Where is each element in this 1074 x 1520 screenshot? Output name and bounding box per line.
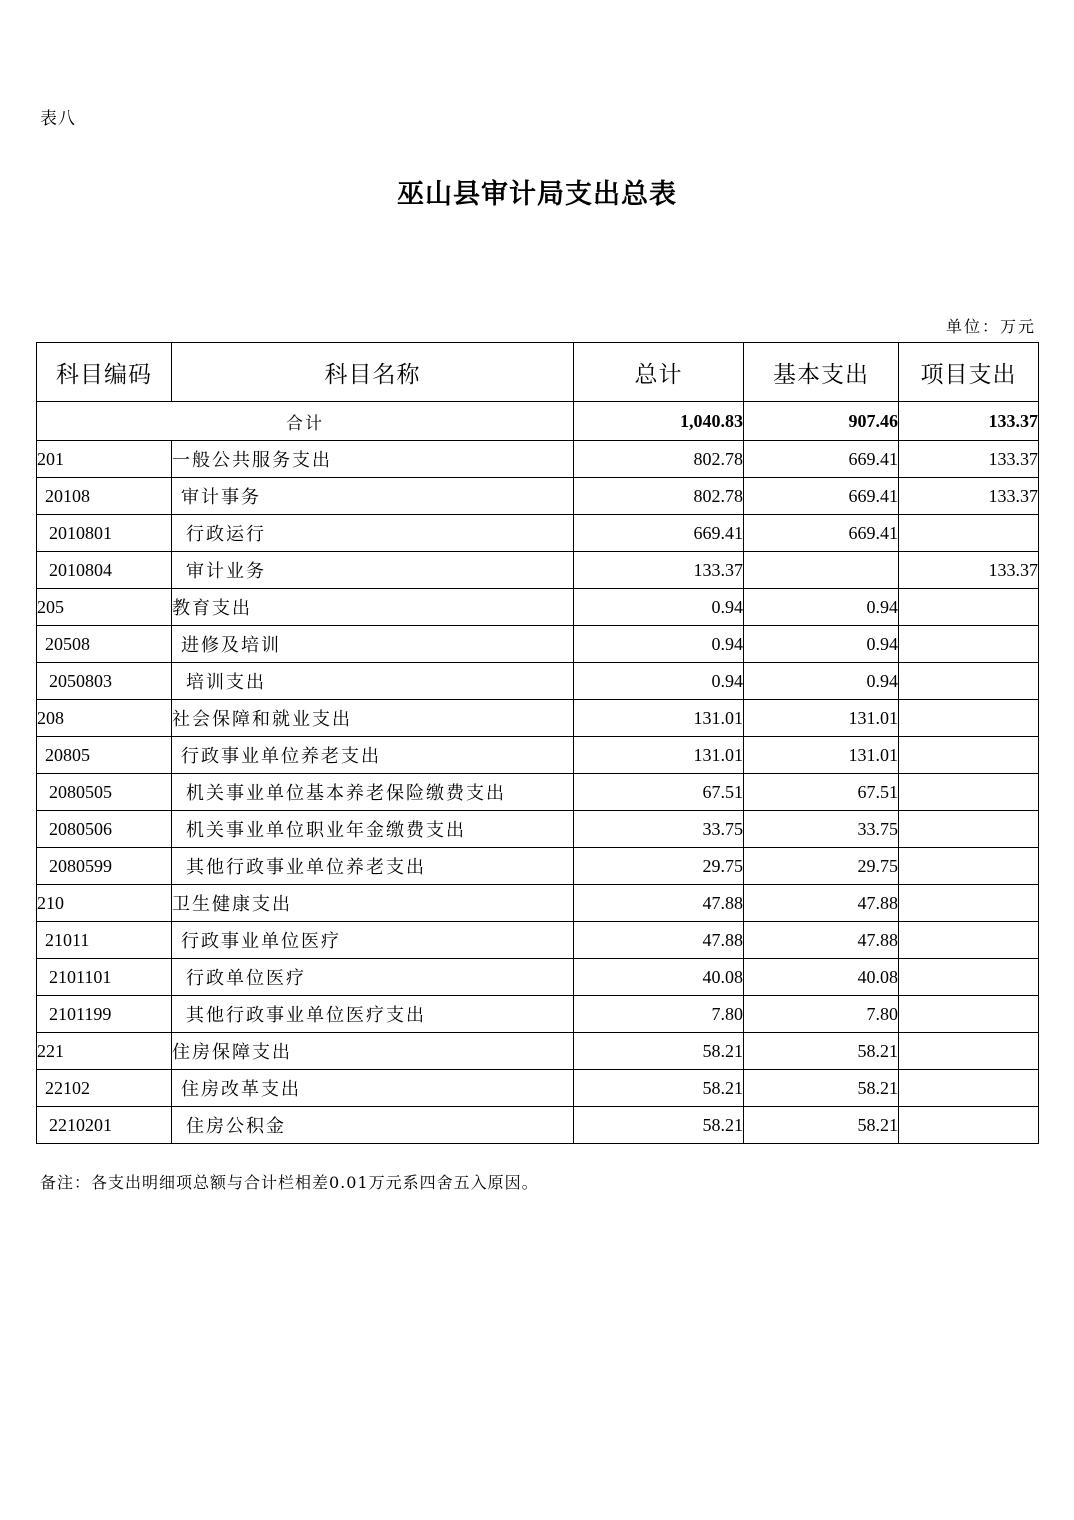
cell-basic: 58.21 bbox=[744, 1107, 899, 1144]
cell-project: 133.37 bbox=[899, 478, 1039, 515]
cell-project bbox=[899, 1070, 1039, 1107]
cell-total: 133.37 bbox=[574, 552, 744, 589]
cell-project bbox=[899, 515, 1039, 552]
table-row bbox=[37, 848, 1039, 885]
cell-code: 21011 bbox=[37, 922, 172, 959]
cell-code: 221 bbox=[37, 1033, 172, 1070]
cell-name: 行政单位医疗 bbox=[172, 959, 574, 996]
cell-total: 58.21 bbox=[574, 1033, 744, 1070]
table-row bbox=[37, 1033, 1039, 1070]
cell-code: 201 bbox=[37, 441, 172, 478]
cell-code: 2080505 bbox=[37, 774, 172, 811]
table-row bbox=[37, 552, 1039, 589]
table-row bbox=[37, 663, 1039, 700]
table-row bbox=[37, 774, 1039, 811]
cell-code: 2101199 bbox=[37, 996, 172, 1033]
cell-total: 40.08 bbox=[574, 959, 744, 996]
column-header-basic: 基本支出 bbox=[744, 343, 899, 402]
cell-code: 2010801 bbox=[37, 515, 172, 552]
cell-name: 机关事业单位职业年金缴费支出 bbox=[172, 811, 574, 848]
column-header-project: 项目支出 bbox=[899, 343, 1039, 402]
cell-total: 47.88 bbox=[574, 885, 744, 922]
cell-total: 29.75 bbox=[574, 848, 744, 885]
cell-basic bbox=[744, 552, 899, 589]
cell-total: 0.94 bbox=[574, 589, 744, 626]
cell-basic: 67.51 bbox=[744, 774, 899, 811]
cell-basic: 40.08 bbox=[744, 959, 899, 996]
cell-project bbox=[899, 1033, 1039, 1070]
table-row bbox=[37, 1107, 1039, 1144]
cell-project bbox=[899, 811, 1039, 848]
cell-total: 58.21 bbox=[574, 1107, 744, 1144]
cell-project: 133.37 bbox=[899, 441, 1039, 478]
cell-name: 行政运行 bbox=[172, 515, 574, 552]
table-row bbox=[37, 589, 1039, 626]
cell-code: 210 bbox=[37, 885, 172, 922]
header-row bbox=[37, 343, 1039, 402]
cell-project bbox=[899, 626, 1039, 663]
cell-basic: 7.80 bbox=[744, 996, 899, 1033]
cell-project bbox=[899, 996, 1039, 1033]
cell-total: 669.41 bbox=[574, 515, 744, 552]
cell-name: 进修及培训 bbox=[172, 626, 574, 663]
cell-basic: 669.41 bbox=[744, 478, 899, 515]
cell-name: 其他行政事业单位医疗支出 bbox=[172, 996, 574, 1033]
cell-name: 住房改革支出 bbox=[172, 1070, 574, 1107]
column-header-total: 总计 bbox=[574, 343, 744, 402]
table-row bbox=[37, 700, 1039, 737]
table-number: 表八 bbox=[40, 109, 76, 129]
cell-total: 33.75 bbox=[574, 811, 744, 848]
cell-basic: 669.41 bbox=[744, 441, 899, 478]
cell-name: 培训支出 bbox=[172, 663, 574, 700]
cell-total: 0.94 bbox=[574, 626, 744, 663]
total-amount: 1,040.83 bbox=[574, 402, 744, 441]
cell-total: 131.01 bbox=[574, 737, 744, 774]
table-row bbox=[37, 959, 1039, 996]
cell-name: 住房保障支出 bbox=[172, 1033, 574, 1070]
cell-project bbox=[899, 774, 1039, 811]
table-row bbox=[37, 626, 1039, 663]
cell-name: 行政事业单位医疗 bbox=[172, 922, 574, 959]
column-header-name: 科目名称 bbox=[172, 343, 574, 402]
table-row bbox=[37, 811, 1039, 848]
table-row bbox=[37, 996, 1039, 1033]
footnote-remark: 备注：各支出明细项总额与合计栏相差0.01万元系四舍五入原因。 bbox=[40, 1173, 539, 1192]
cell-project bbox=[899, 589, 1039, 626]
cell-name: 卫生健康支出 bbox=[172, 885, 574, 922]
total-basic-amount: 907.46 bbox=[744, 402, 899, 441]
cell-name: 社会保障和就业支出 bbox=[172, 700, 574, 737]
table-row bbox=[37, 1070, 1039, 1107]
table-row bbox=[37, 922, 1039, 959]
cell-project bbox=[899, 700, 1039, 737]
table-row bbox=[37, 478, 1039, 515]
cell-basic: 47.88 bbox=[744, 885, 899, 922]
column-header-code: 科目编码 bbox=[37, 343, 172, 402]
cell-name: 教育支出 bbox=[172, 589, 574, 626]
cell-basic: 33.75 bbox=[744, 811, 899, 848]
cell-project bbox=[899, 663, 1039, 700]
cell-name: 住房公积金 bbox=[172, 1107, 574, 1144]
cell-name: 一般公共服务支出 bbox=[172, 441, 574, 478]
cell-name: 行政事业单位养老支出 bbox=[172, 737, 574, 774]
cell-basic: 0.94 bbox=[744, 663, 899, 700]
cell-code: 2101101 bbox=[37, 959, 172, 996]
cell-code: 208 bbox=[37, 700, 172, 737]
cell-total: 131.01 bbox=[574, 700, 744, 737]
cell-basic: 58.21 bbox=[744, 1033, 899, 1070]
table-row bbox=[37, 441, 1039, 478]
cell-project bbox=[899, 848, 1039, 885]
cell-project bbox=[899, 959, 1039, 996]
cell-code: 2010804 bbox=[37, 552, 172, 589]
cell-total: 47.88 bbox=[574, 922, 744, 959]
cell-project: 133.37 bbox=[899, 552, 1039, 589]
expenditure-table bbox=[36, 342, 1039, 1144]
table-row bbox=[37, 737, 1039, 774]
total-project-amount: 133.37 bbox=[899, 402, 1039, 441]
cell-basic: 0.94 bbox=[744, 589, 899, 626]
cell-project bbox=[899, 922, 1039, 959]
cell-total: 0.94 bbox=[574, 663, 744, 700]
cell-name: 机关事业单位基本养老保险缴费支出 bbox=[172, 774, 574, 811]
cell-code: 2080506 bbox=[37, 811, 172, 848]
cell-basic: 131.01 bbox=[744, 737, 899, 774]
cell-project bbox=[899, 1107, 1039, 1144]
cell-basic: 669.41 bbox=[744, 515, 899, 552]
total-row bbox=[37, 402, 1039, 441]
cell-code: 2080599 bbox=[37, 848, 172, 885]
cell-total: 7.80 bbox=[574, 996, 744, 1033]
cell-code: 2050803 bbox=[37, 663, 172, 700]
cell-project bbox=[899, 885, 1039, 922]
cell-name: 审计业务 bbox=[172, 552, 574, 589]
cell-total: 802.78 bbox=[574, 441, 744, 478]
cell-name: 其他行政事业单位养老支出 bbox=[172, 848, 574, 885]
cell-total: 67.51 bbox=[574, 774, 744, 811]
cell-total: 58.21 bbox=[574, 1070, 744, 1107]
cell-basic: 58.21 bbox=[744, 1070, 899, 1107]
cell-code: 20805 bbox=[37, 737, 172, 774]
cell-code: 205 bbox=[37, 589, 172, 626]
table-row bbox=[37, 515, 1039, 552]
cell-basic: 29.75 bbox=[744, 848, 899, 885]
table-row bbox=[37, 885, 1039, 922]
cell-total: 802.78 bbox=[574, 478, 744, 515]
cell-code: 20108 bbox=[37, 478, 172, 515]
page-title: 巫山县审计局支出总表 bbox=[397, 179, 677, 210]
cell-code: 22102 bbox=[37, 1070, 172, 1107]
unit-label: 单位：万元 bbox=[945, 317, 1036, 336]
cell-project bbox=[899, 737, 1039, 774]
cell-name: 审计事务 bbox=[172, 478, 574, 515]
table-body bbox=[37, 402, 1039, 1144]
total-label: 合计 bbox=[37, 402, 574, 441]
cell-basic: 47.88 bbox=[744, 922, 899, 959]
cell-basic: 131.01 bbox=[744, 700, 899, 737]
cell-code: 2210201 bbox=[37, 1107, 172, 1144]
cell-code: 20508 bbox=[37, 626, 172, 663]
cell-basic: 0.94 bbox=[744, 626, 899, 663]
